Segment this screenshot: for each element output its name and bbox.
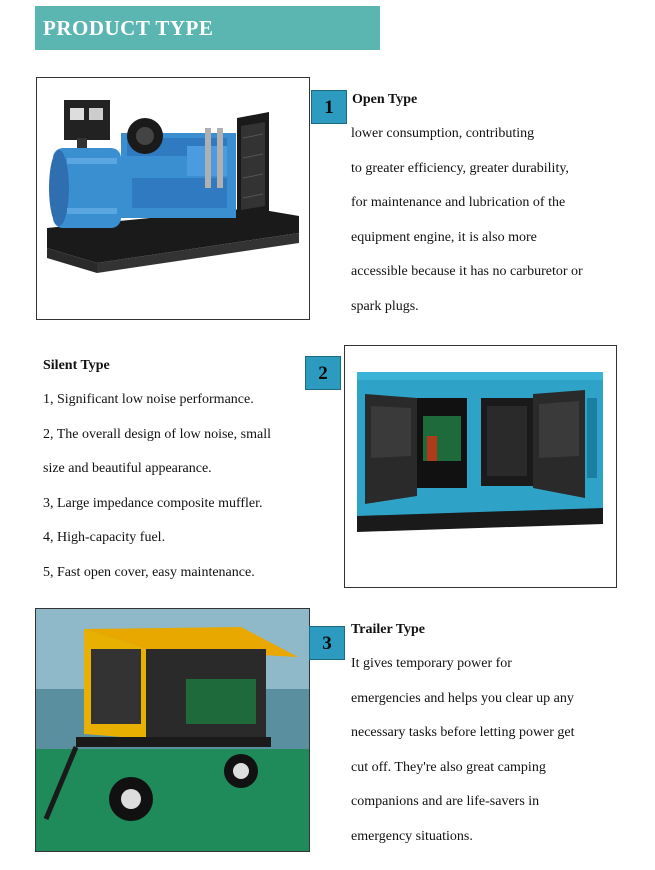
section-text-line: 4, High-capacity fuel.	[43, 530, 166, 545]
open-type-generator-image	[37, 78, 309, 319]
trailer-type-image-frame	[35, 608, 310, 852]
section-text-line: spark plugs.	[351, 299, 419, 314]
open-type-image-frame	[36, 77, 310, 320]
section-text-line: equipment engine, it is also more	[351, 230, 537, 245]
silent-type-image-frame	[344, 345, 617, 588]
section-number-badge: 2	[305, 356, 341, 390]
section-text-line: emergency situations.	[351, 829, 473, 844]
section-text-line: lower consumption, contributing	[351, 126, 535, 141]
trailer-type-generator-image	[36, 609, 309, 851]
section-text-line: emergencies and helps you clear up any	[351, 691, 574, 706]
section-text-line: for maintenance and lubrication of the	[351, 195, 566, 210]
section-text-line: It gives temporary power for	[351, 656, 512, 671]
section-title: Trailer Type	[351, 622, 426, 637]
section-title: Silent Type	[43, 358, 110, 373]
section-title: Open Type	[352, 92, 418, 107]
section-text-line: size and beautiful appearance.	[43, 461, 212, 476]
section-number-badge: 1	[311, 90, 347, 124]
section-banner: PRODUCT TYPE	[35, 6, 380, 50]
section-text-line: to greater efficiency, greater durability,	[351, 161, 569, 176]
section-number-badge: 3	[309, 626, 345, 660]
section-text-line: 2, The overall design of low noise, small	[43, 427, 271, 442]
section-text-line: 5, Fast open cover, easy maintenance.	[43, 565, 255, 580]
section-text-line: 3, Large impedance composite muffler.	[43, 496, 263, 511]
section-text-line: accessible because it has no carburetor or	[351, 264, 583, 279]
section-text-line: necessary tasks before letting power get	[351, 725, 575, 740]
section-text-line: cut off. They're also great camping	[351, 760, 546, 775]
section-text-line: companions and are life-savers in	[351, 794, 540, 809]
section-text-line: 1, Significant low noise performance.	[43, 392, 254, 407]
silent-type-generator-image	[345, 346, 616, 587]
